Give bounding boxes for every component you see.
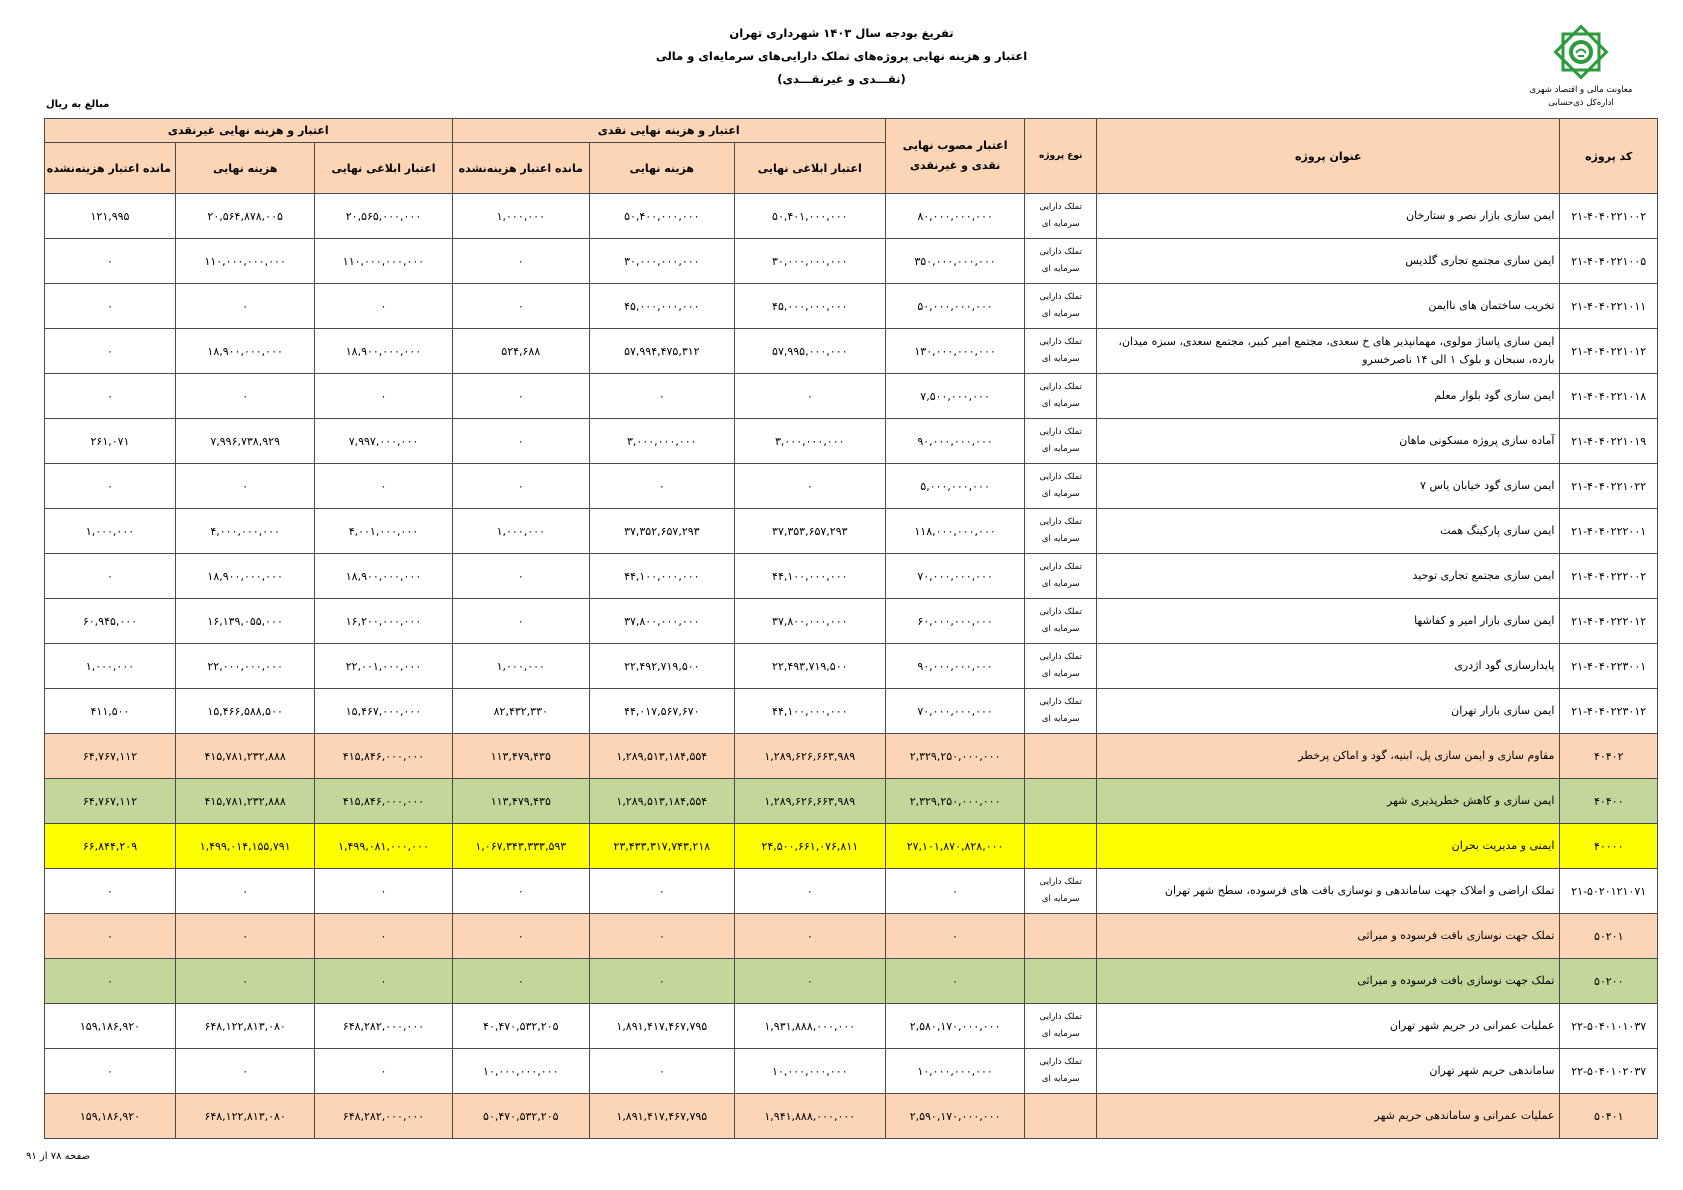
project-type-cell: تملک دارایی سرمایه ای [1025, 284, 1097, 329]
project-code-cell: ۲۱-۴۰۴۰۲۲۲۰۰۲ [1560, 554, 1658, 599]
header-project-code: کد پروژه [1560, 119, 1658, 194]
noncash-remaining-cell: ۰ [45, 554, 176, 599]
cash-final-cost-cell: ۳۰,۰۰۰,۰۰۰,۰۰۰ [589, 239, 734, 284]
table-row [45, 1004, 1658, 1049]
cash-allotted-cell: ۰ [734, 374, 885, 419]
cash-remaining-cell: ۰ [452, 374, 589, 419]
project-code-cell: ۲۱-۴۰۴۰۲۲۱۰۲۲ [1560, 464, 1658, 509]
table-row [45, 419, 1658, 464]
cash-final-cost-cell: ۳۷,۳۵۲,۶۵۷,۲۹۳ [589, 509, 734, 554]
cash-final-cost-cell: ۲۳,۴۳۳,۳۱۷,۷۴۳,۲۱۸ [589, 824, 734, 869]
noncash-final-cost-cell: ۲۲,۰۰۰,۰۰۰,۰۰۰ [175, 644, 314, 689]
cash-allotted-cell: ۱,۹۳۱,۸۸۸,۰۰۰,۰۰۰ [734, 1004, 885, 1049]
cash-allotted-cell: ۴۴,۱۰۰,۰۰۰,۰۰۰ [734, 689, 885, 734]
table-row [45, 779, 1658, 824]
cash-allotted-cell: ۱,۲۸۹,۶۲۶,۶۶۳,۹۸۹ [734, 734, 885, 779]
table-row [45, 509, 1658, 554]
header-noncash-final-cost: هزینه نهایی [175, 143, 314, 194]
noncash-remaining-cell: ۴۱۱,۵۰۰ [45, 689, 176, 734]
project-title-cell: ایمن سازی مجتمع تجاری گلدیس [1097, 239, 1560, 284]
project-type-cell: تملک دارایی سرمایه ای [1025, 194, 1097, 239]
cash-allotted-cell: ۳,۰۰۰,۰۰۰,۰۰۰ [734, 419, 885, 464]
project-title-cell: ایمنی و مدیریت بحران [1097, 824, 1560, 869]
cash-allotted-cell: ۰ [734, 914, 885, 959]
table-row [45, 599, 1658, 644]
noncash-final-cost-cell: ۰ [175, 284, 314, 329]
noncash-allotted-cell: ۲۰,۵۶۵,۰۰۰,۰۰۰ [315, 194, 452, 239]
project-title-cell: ایمن سازی گود بلوار معلم [1097, 374, 1560, 419]
header-approved-credit: اعتبار مصوب نهایی نقدی و غیرنقدی [885, 119, 1024, 194]
approved-credit-cell: ۰ [885, 869, 1024, 914]
project-code-cell: ۲۲-۵۰۴۰۱۰۲۰۳۷ [1560, 1049, 1658, 1094]
approved-credit-cell: ۲,۳۲۹,۲۵۰,۰۰۰,۰۰۰ [885, 779, 1024, 824]
noncash-remaining-cell: ۶۴,۷۶۷,۱۱۲ [45, 734, 176, 779]
header-cash-final-cost: هزینه نهایی [589, 143, 734, 194]
project-title-cell: ایمن سازی مجتمع تجاری توحید [1097, 554, 1560, 599]
logo-org-line2: اداره‌کل ذی‌حسابی [1548, 98, 1614, 108]
noncash-remaining-cell: ۰ [45, 869, 176, 914]
noncash-final-cost-cell: ۰ [175, 914, 314, 959]
noncash-allotted-cell: ۰ [315, 1049, 452, 1094]
table-row [45, 1049, 1658, 1094]
noncash-allotted-cell: ۱۸,۹۰۰,۰۰۰,۰۰۰ [315, 554, 452, 599]
project-title-cell: پایدارسازی گود اژدری [1097, 644, 1560, 689]
table-row [45, 194, 1658, 239]
project-code-cell: ۲۱-۴۰۴۰۲۲۱۰۱۱ [1560, 284, 1658, 329]
cash-allotted-cell: ۰ [734, 464, 885, 509]
table-row [45, 329, 1658, 374]
project-type-cell: تملک دارایی سرمایه ای [1025, 1049, 1097, 1094]
cash-allotted-cell: ۱۰,۰۰۰,۰۰۰,۰۰۰ [734, 1049, 885, 1094]
cash-remaining-cell: ۱,۰۰۰,۰۰۰ [452, 644, 589, 689]
project-code-cell: ۴۰۰۰۰ [1560, 824, 1658, 869]
noncash-remaining-cell: ۰ [45, 464, 176, 509]
approved-credit-cell: ۱۳۰,۰۰۰,۰۰۰,۰۰۰ [885, 329, 1024, 374]
cash-final-cost-cell: ۵۷,۹۹۴,۴۷۵,۳۱۲ [589, 329, 734, 374]
project-type-cell: تملک دارایی سرمایه ای [1025, 329, 1097, 374]
cash-final-cost-cell: ۴۴,۰۱۷,۵۶۷,۶۷۰ [589, 689, 734, 734]
project-type-cell: تملک دارایی سرمایه ای [1025, 599, 1097, 644]
project-type-cell [1025, 824, 1097, 869]
approved-credit-cell: ۰ [885, 914, 1024, 959]
project-code-cell: ۴۰۴۰۲ [1560, 734, 1658, 779]
header-noncash-group: اعتبار و هزینه نهایی غیرنقدی [45, 119, 453, 143]
noncash-final-cost-cell: ۰ [175, 959, 314, 1004]
cash-final-cost-cell: ۳۷,۸۰۰,۰۰۰,۰۰۰ [589, 599, 734, 644]
noncash-final-cost-cell: ۱۵,۴۶۶,۵۸۸,۵۰۰ [175, 689, 314, 734]
noncash-final-cost-cell: ۱۸,۹۰۰,۰۰۰,۰۰۰ [175, 329, 314, 374]
cash-final-cost-cell: ۰ [589, 869, 734, 914]
project-code-cell: ۲۱-۴۰۴۰۲۲۱۰۱۸ [1560, 374, 1658, 419]
cash-final-cost-cell: ۰ [589, 1049, 734, 1094]
noncash-allotted-cell: ۱۶,۲۰۰,۰۰۰,۰۰۰ [315, 599, 452, 644]
noncash-remaining-cell: ۱۲۱,۹۹۵ [45, 194, 176, 239]
cash-allotted-cell: ۱,۹۴۱,۸۸۸,۰۰۰,۰۰۰ [734, 1094, 885, 1139]
municipality-emblem-icon [1549, 20, 1613, 84]
cash-allotted-cell: ۰ [734, 959, 885, 1004]
table-row [45, 824, 1658, 869]
cash-allotted-cell: ۳۷,۸۰۰,۰۰۰,۰۰۰ [734, 599, 885, 644]
noncash-allotted-cell: ۴,۰۰۱,۰۰۰,۰۰۰ [315, 509, 452, 554]
table-row [45, 734, 1658, 779]
project-title-cell: تملک اراضی و املاک جهت ساماندهی و نوسازی بافت های فرسوده، سطح شهر تهران [1097, 869, 1560, 914]
cash-remaining-cell: ۰ [452, 869, 589, 914]
header-cash-group: اعتبار و هزینه نهایی نقدی [452, 119, 885, 143]
approved-credit-cell: ۰ [885, 959, 1024, 1004]
project-title-cell: ایمن سازی گود خیابان یاس ۷ [1097, 464, 1560, 509]
cash-allotted-cell: ۵۷,۹۹۵,۰۰۰,۰۰۰ [734, 329, 885, 374]
cash-remaining-cell: ۱۱۳,۴۷۹,۴۳۵ [452, 779, 589, 824]
noncash-allotted-cell: ۰ [315, 374, 452, 419]
noncash-allotted-cell: ۱۸,۹۰۰,۰۰۰,۰۰۰ [315, 329, 452, 374]
approved-credit-cell: ۲,۵۹۰,۱۷۰,۰۰۰,۰۰۰ [885, 1094, 1024, 1139]
noncash-remaining-cell: ۰ [45, 914, 176, 959]
noncash-allotted-cell: ۶۴۸,۲۸۲,۰۰۰,۰۰۰ [315, 1004, 452, 1049]
project-type-cell: تملک دارایی سرمایه ای [1025, 869, 1097, 914]
cash-remaining-cell: ۸۲,۴۳۲,۳۳۰ [452, 689, 589, 734]
approved-credit-cell: ۳۵۰,۰۰۰,۰۰۰,۰۰۰ [885, 239, 1024, 284]
approved-credit-cell: ۱۱۸,۰۰۰,۰۰۰,۰۰۰ [885, 509, 1024, 554]
table-row [45, 374, 1658, 419]
cash-final-cost-cell: ۱,۲۸۹,۵۱۳,۱۸۴,۵۵۴ [589, 734, 734, 779]
project-type-cell: تملک دارایی سرمایه ای [1025, 1004, 1097, 1049]
cash-final-cost-cell: ۴۴,۱۰۰,۰۰۰,۰۰۰ [589, 554, 734, 599]
header-project-type: نوع پروژه [1025, 119, 1097, 194]
cash-final-cost-cell: ۲۲,۴۹۲,۷۱۹,۵۰۰ [589, 644, 734, 689]
cash-allotted-cell: ۲۴,۵۰۰,۶۶۱,۰۷۶,۸۱۱ [734, 824, 885, 869]
cash-final-cost-cell: ۵۰,۴۰۰,۰۰۰,۰۰۰ [589, 194, 734, 239]
table-row [45, 239, 1658, 284]
cash-allotted-cell: ۴۵,۰۰۰,۰۰۰,۰۰۰ [734, 284, 885, 329]
noncash-remaining-cell: ۲۶۱,۰۷۱ [45, 419, 176, 464]
report-subtitle-type: (نقـــدی و غیرنقـــدی) [777, 72, 906, 86]
page-number: صفحه ۷۸ از ۹۱ [26, 1151, 91, 1162]
table-row [45, 689, 1658, 734]
project-code-cell: ۲۱-۴۰۴۰۲۲۳۰۱۲ [1560, 689, 1658, 734]
cash-remaining-cell: ۱۰,۰۰۰,۰۰۰,۰۰۰ [452, 1049, 589, 1094]
noncash-remaining-cell: ۱۵۹,۱۸۶,۹۲۰ [45, 1004, 176, 1049]
approved-credit-cell: ۷,۵۰۰,۰۰۰,۰۰۰ [885, 374, 1024, 419]
noncash-allotted-cell: ۷,۹۹۷,۰۰۰,۰۰۰ [315, 419, 452, 464]
cash-final-cost-cell: ۰ [589, 374, 734, 419]
header-cash-allotted: اعتبار ابلاغی نهایی [734, 143, 885, 194]
noncash-remaining-cell: ۰ [45, 1049, 176, 1094]
project-code-cell: ۵۰۴۰۱ [1560, 1094, 1658, 1139]
noncash-remaining-cell: ۱,۰۰۰,۰۰۰ [45, 644, 176, 689]
noncash-final-cost-cell: ۶۴۸,۱۲۲,۸۱۳,۰۸۰ [175, 1004, 314, 1049]
noncash-allotted-cell: ۰ [315, 869, 452, 914]
table-row [45, 959, 1658, 1004]
project-code-cell: ۲۱-۴۰۴۰۲۲۱۰۰۲ [1560, 194, 1658, 239]
project-title-cell: آماده سازی پروژه مسکونی ماهان [1097, 419, 1560, 464]
project-code-cell: ۲۱-۵۰۲۰۱۲۱۰۷۱ [1560, 869, 1658, 914]
cash-remaining-cell: ۰ [452, 239, 589, 284]
noncash-final-cost-cell: ۰ [175, 464, 314, 509]
municipality-logo [1511, 20, 1651, 110]
cash-allotted-cell: ۳۰,۰۰۰,۰۰۰,۰۰۰ [734, 239, 885, 284]
noncash-remaining-cell: ۰ [45, 239, 176, 284]
noncash-allotted-cell: ۲۲,۰۰۱,۰۰۰,۰۰۰ [315, 644, 452, 689]
project-type-cell [1025, 734, 1097, 779]
cash-final-cost-cell: ۰ [589, 464, 734, 509]
project-title-cell: تملک جهت نوسازی بافت فرسوده و میراثی [1097, 914, 1560, 959]
noncash-final-cost-cell: ۴,۰۰۰,۰۰۰,۰۰۰ [175, 509, 314, 554]
table-row [45, 1094, 1658, 1139]
approved-credit-cell: ۵۰,۰۰۰,۰۰۰,۰۰۰ [885, 284, 1024, 329]
project-type-cell: تملک دارایی سرمایه ای [1025, 554, 1097, 599]
cash-remaining-cell: ۰ [452, 419, 589, 464]
noncash-allotted-cell: ۱۵,۴۶۷,۰۰۰,۰۰۰ [315, 689, 452, 734]
noncash-remaining-cell: ۰ [45, 329, 176, 374]
noncash-final-cost-cell: ۰ [175, 1049, 314, 1094]
project-title-cell: تخریب ساختمان های ناایمن [1097, 284, 1560, 329]
report-titles [0, 22, 1683, 91]
noncash-remaining-cell: ۱,۰۰۰,۰۰۰ [45, 509, 176, 554]
cash-allotted-cell: ۴۴,۱۰۰,۰۰۰,۰۰۰ [734, 554, 885, 599]
project-code-cell: ۲۱-۴۰۴۰۲۲۱۰۱۲ [1560, 329, 1658, 374]
noncash-remaining-cell: ۰ [45, 374, 176, 419]
project-type-cell [1025, 959, 1097, 1004]
budget-table-body [45, 194, 1658, 1139]
project-type-cell [1025, 779, 1097, 824]
project-title-cell: تملک جهت نوسازی بافت فرسوده و میراثی [1097, 959, 1560, 1004]
table-row [45, 869, 1658, 914]
project-code-cell: ۴۰۴۰۰ [1560, 779, 1658, 824]
noncash-allotted-cell: ۱۱۰,۰۰۰,۰۰۰,۰۰۰ [315, 239, 452, 284]
approved-credit-cell: ۷۰,۰۰۰,۰۰۰,۰۰۰ [885, 554, 1024, 599]
project-type-cell: تملک دارایی سرمایه ای [1025, 644, 1097, 689]
table-row [45, 464, 1658, 509]
approved-credit-cell: ۵,۰۰۰,۰۰۰,۰۰۰ [885, 464, 1024, 509]
noncash-final-cost-cell: ۶۴۸,۱۲۲,۸۱۳,۰۸۰ [175, 1094, 314, 1139]
approved-credit-cell: ۲,۵۸۰,۱۷۰,۰۰۰,۰۰۰ [885, 1004, 1024, 1049]
header-noncash-allotted: اعتبار ابلاغی نهایی [315, 143, 452, 194]
noncash-allotted-cell: ۴۱۵,۸۴۶,۰۰۰,۰۰۰ [315, 734, 452, 779]
approved-credit-cell: ۲۷,۱۰۱,۸۷۰,۸۲۸,۰۰۰ [885, 824, 1024, 869]
approved-credit-cell: ۱۰,۰۰۰,۰۰۰,۰۰۰ [885, 1049, 1024, 1094]
cash-remaining-cell: ۵۰,۴۷۰,۵۳۲,۲۰۵ [452, 1094, 589, 1139]
noncash-allotted-cell: ۱,۴۹۹,۰۸۱,۰۰۰,۰۰۰ [315, 824, 452, 869]
project-type-cell: تملک دارایی سرمایه ای [1025, 464, 1097, 509]
cash-remaining-cell: ۰ [452, 464, 589, 509]
project-type-cell: تملک دارایی سرمایه ای [1025, 509, 1097, 554]
noncash-final-cost-cell: ۷,۹۹۶,۷۳۸,۹۲۹ [175, 419, 314, 464]
noncash-allotted-cell: ۰ [315, 959, 452, 1004]
noncash-final-cost-cell: ۱۸,۹۰۰,۰۰۰,۰۰۰ [175, 554, 314, 599]
approved-credit-cell: ۷۰,۰۰۰,۰۰۰,۰۰۰ [885, 689, 1024, 734]
project-title-cell: ایمن سازی پارکینگ همت [1097, 509, 1560, 554]
cash-remaining-cell: ۰ [452, 554, 589, 599]
cash-allotted-cell: ۰ [734, 869, 885, 914]
noncash-remaining-cell: ۰ [45, 959, 176, 1004]
project-type-cell [1025, 914, 1097, 959]
table-row [45, 644, 1658, 689]
project-title-cell: مقاوم سازی و ایمن سازی پل، ابنیه، گود و اماکن پرخطر [1097, 734, 1560, 779]
cash-final-cost-cell: ۱,۲۸۹,۵۱۳,۱۸۴,۵۵۴ [589, 779, 734, 824]
cash-remaining-cell: ۰ [452, 284, 589, 329]
report-subtitle: اعتبار و هزینه نهایی پروژه‌های تملک دارایی‌های سرمایه‌ای و مالی [655, 49, 1028, 63]
currency-unit-note: مبالغ به ریال [46, 99, 110, 110]
project-code-cell: ۲۱-۴۰۴۰۲۲۱۰۰۵ [1560, 239, 1658, 284]
noncash-allotted-cell: ۰ [315, 284, 452, 329]
project-code-cell: ۲۱-۴۰۴۰۲۲۱۰۱۹ [1560, 419, 1658, 464]
cash-final-cost-cell: ۱,۸۹۱,۴۱۷,۴۶۷,۷۹۵ [589, 1094, 734, 1139]
noncash-final-cost-cell: ۴۱۵,۷۸۱,۲۳۲,۸۸۸ [175, 779, 314, 824]
approved-credit-cell: ۹۰,۰۰۰,۰۰۰,۰۰۰ [885, 419, 1024, 464]
cash-remaining-cell: ۰ [452, 914, 589, 959]
project-title-cell: ایمن سازی بازار امیر و کفاشها [1097, 599, 1560, 644]
project-code-cell: ۲۱-۴۰۴۰۲۲۲۰۰۱ [1560, 509, 1658, 554]
cash-remaining-cell: ۱,۰۰۰,۰۰۰ [452, 509, 589, 554]
approved-credit-cell: ۹۰,۰۰۰,۰۰۰,۰۰۰ [885, 644, 1024, 689]
noncash-allotted-cell: ۴۱۵,۸۴۶,۰۰۰,۰۰۰ [315, 779, 452, 824]
table-row [45, 284, 1658, 329]
noncash-final-cost-cell: ۴۱۵,۷۸۱,۲۳۲,۸۸۸ [175, 734, 314, 779]
noncash-remaining-cell: ۶۰,۹۴۵,۰۰۰ [45, 599, 176, 644]
approved-credit-cell: ۸۰,۰۰۰,۰۰۰,۰۰۰ [885, 194, 1024, 239]
cash-remaining-cell: ۰ [452, 599, 589, 644]
noncash-remaining-cell: ۶۴,۷۶۷,۱۱۲ [45, 779, 176, 824]
project-title-cell: ساماندهی حریم شهر تهران [1097, 1049, 1560, 1094]
noncash-remaining-cell: ۰ [45, 284, 176, 329]
project-title-cell: ایمن سازی پاساژ مولوی، مهمانپذیر های خ سعدی، مجتمع امیر کبیر، مجتمع سعدی، سبزه میدان، بارده، سبحان و بلوک ۱ الی ۱۴ ناصرخسرو [1097, 329, 1560, 374]
project-code-cell: ۵۰۲۰۰ [1560, 959, 1658, 1004]
approved-credit-cell: ۲,۳۲۹,۲۵۰,۰۰۰,۰۰۰ [885, 734, 1024, 779]
project-code-cell: ۲۱-۴۰۴۰۲۲۳۰۰۱ [1560, 644, 1658, 689]
project-type-cell [1025, 1094, 1097, 1139]
project-title-cell: ایمن سازی بازار تهران [1097, 689, 1560, 734]
project-title-cell: عملیات عمرانی و ساماندهی حریم شهر [1097, 1094, 1560, 1139]
noncash-allotted-cell: ۰ [315, 914, 452, 959]
project-title-cell: ایمن سازی بازار نصر و ستارخان [1097, 194, 1560, 239]
noncash-final-cost-cell: ۲۰,۵۶۴,۸۷۸,۰۰۵ [175, 194, 314, 239]
noncash-allotted-cell: ۰ [315, 464, 452, 509]
noncash-remaining-cell: ۶۶,۸۴۴,۲۰۹ [45, 824, 176, 869]
project-type-cell: تملک دارایی سرمایه ای [1025, 374, 1097, 419]
logo-org-line1: معاونت مالی و اقتصاد شهری [1529, 85, 1633, 95]
project-title-cell: ایمن سازی و کاهش خطرپذیری شهر [1097, 779, 1560, 824]
project-type-cell: تملک دارایی سرمایه ای [1025, 419, 1097, 464]
noncash-remaining-cell: ۱۵۹,۱۸۶,۹۲۰ [45, 1094, 176, 1139]
noncash-final-cost-cell: ۱۶,۱۳۹,۰۵۵,۰۰۰ [175, 599, 314, 644]
noncash-allotted-cell: ۶۴۸,۲۸۲,۰۰۰,۰۰۰ [315, 1094, 452, 1139]
cash-final-cost-cell: ۰ [589, 959, 734, 1004]
noncash-final-cost-cell: ۱,۴۹۹,۰۱۴,۱۵۵,۷۹۱ [175, 824, 314, 869]
cash-remaining-cell: ۴۰,۴۷۰,۵۳۲,۲۰۵ [452, 1004, 589, 1049]
project-type-cell: تملک دارایی سرمایه ای [1025, 689, 1097, 734]
project-title-cell: عملیات عمرانی در حریم شهر تهران [1097, 1004, 1560, 1049]
header-cash-remaining: مانده اعتبار هزینه‌نشده [452, 143, 589, 194]
header-noncash-remaining: مانده اعتبار هزینه‌نشده [45, 143, 176, 194]
header-project-title: عنوان پروژه [1097, 119, 1560, 194]
cash-remaining-cell: ۵۲۴,۶۸۸ [452, 329, 589, 374]
cash-remaining-cell: ۱,۰۶۷,۳۴۳,۳۳۳,۵۹۳ [452, 824, 589, 869]
cash-allotted-cell: ۲۲,۴۹۳,۷۱۹,۵۰۰ [734, 644, 885, 689]
project-code-cell: ۲۲-۵۰۴۰۱۰۱۰۳۷ [1560, 1004, 1658, 1049]
table-row [45, 914, 1658, 959]
cash-allotted-cell: ۵۰,۴۰۱,۰۰۰,۰۰۰ [734, 194, 885, 239]
project-type-cell: تملک دارایی سرمایه ای [1025, 239, 1097, 284]
report-title: تفریغ بودجه سال ۱۴۰۳ شهرداری تهران [729, 26, 954, 40]
noncash-final-cost-cell: ۰ [175, 869, 314, 914]
cash-remaining-cell: ۰ [452, 959, 589, 1004]
cash-allotted-cell: ۳۷,۳۵۳,۶۵۷,۲۹۳ [734, 509, 885, 554]
cash-final-cost-cell: ۱,۸۹۱,۴۱۷,۴۶۷,۷۹۵ [589, 1004, 734, 1049]
cash-remaining-cell: ۱۱۳,۴۷۹,۴۳۵ [452, 734, 589, 779]
project-code-cell: ۲۱-۴۰۴۰۲۲۲۰۱۲ [1560, 599, 1658, 644]
noncash-final-cost-cell: ۰ [175, 374, 314, 419]
cash-final-cost-cell: ۰ [589, 914, 734, 959]
cash-final-cost-cell: ۳,۰۰۰,۰۰۰,۰۰۰ [589, 419, 734, 464]
cash-final-cost-cell: ۴۵,۰۰۰,۰۰۰,۰۰۰ [589, 284, 734, 329]
budget-table [44, 118, 1658, 1139]
table-row [45, 554, 1658, 599]
approved-credit-cell: ۶۰,۰۰۰,۰۰۰,۰۰۰ [885, 599, 1024, 644]
cash-remaining-cell: ۱,۰۰۰,۰۰۰ [452, 194, 589, 239]
project-code-cell: ۵۰۲۰۱ [1560, 914, 1658, 959]
noncash-final-cost-cell: ۱۱۰,۰۰۰,۰۰۰,۰۰۰ [175, 239, 314, 284]
cash-allotted-cell: ۱,۲۸۹,۶۲۶,۶۶۳,۹۸۹ [734, 779, 885, 824]
